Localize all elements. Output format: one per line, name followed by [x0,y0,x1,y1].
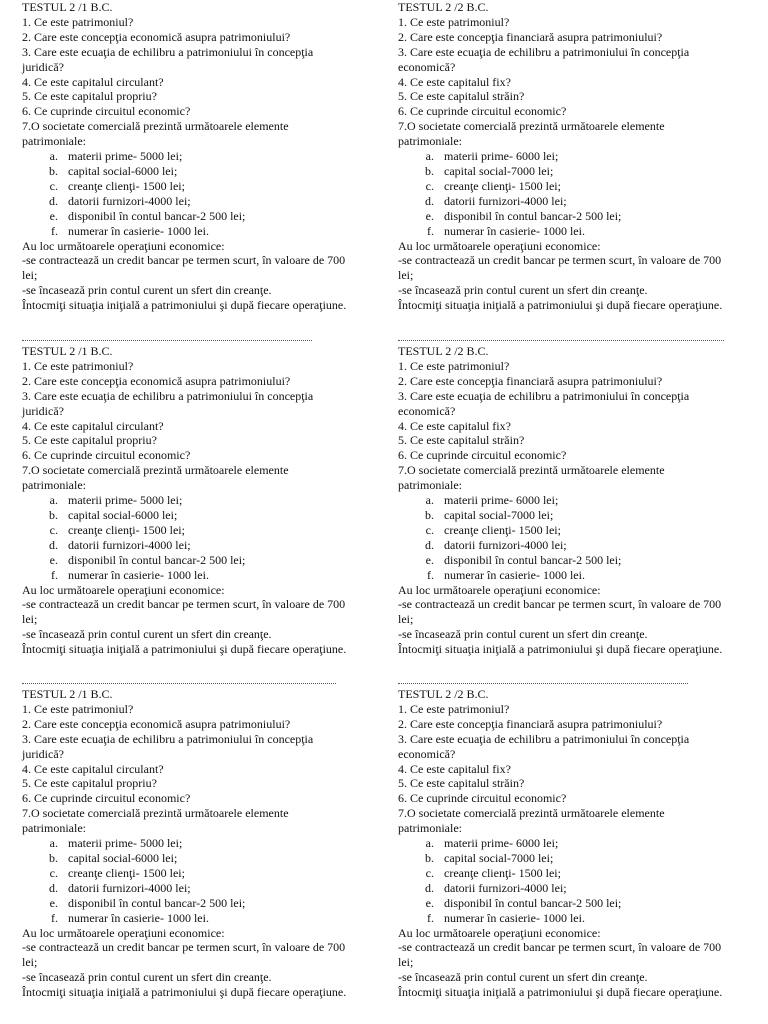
operation-2: -se încasează prin contul curent un sfert din creanţe. [398,970,648,985]
list-item [22,881,354,896]
list-item [398,523,730,538]
list-item-letter: d. [49,193,58,208]
list-item [398,553,730,568]
cut-line-left-2 [22,683,336,684]
list-item [22,911,354,926]
list-item-letter: b. [425,163,434,178]
operations-intro: Au loc următoarele operaţiuni economice: [22,582,225,597]
list-item-letter: d. [49,880,58,895]
list-item-text: materii prime- 5000 lei; [68,836,183,851]
list-item-letter: c. [425,522,434,537]
list-item [22,523,354,538]
operations-intro: Au loc următoarele operaţiuni economice: [22,238,225,253]
list-item [22,866,354,881]
patrimonial-elements-list [398,149,730,238]
question-5: 5. Ce este capitalul propriu? [22,776,157,791]
task-instruction: Întocmiţi situaţia iniţială a patrimoniului şi după fiecare operaţiune. [22,985,347,1000]
list-item-text: numerar în casierie- 1000 lei. [68,567,209,582]
list-item [22,179,354,194]
list-item-letter: f. [51,223,58,238]
question-3: 3. Care este ecuaţia de echilibru a patrimoniului în concepţia juridică? [22,731,314,761]
list-item-text: creanţe clienţi- 1500 lei; [68,522,185,537]
question-2: 2. Care este concepţia economică asupra patrimoniului? [22,29,291,44]
operation-1: -se contractează un credit bancar pe termen scurt, în valoare de 700 lei; [398,940,722,970]
list-item-text: datorii furnizori-4000 lei; [68,880,191,895]
test-block-left-1 [22,0,354,313]
question-3: 3. Care este ecuaţia de echilibru a patrimoniului în concepţia economică? [398,388,690,418]
list-item-letter: a. [49,149,58,164]
list-item-letter: b. [49,163,58,178]
question-4: 4. Ce este capitalul fix? [398,761,511,776]
question-6: 6. Ce cuprinde circuitul economic? [22,448,191,463]
list-item [398,836,730,851]
list-item-letter: e. [425,208,434,223]
cut-line-right-1 [398,340,724,341]
question-6: 6. Ce cuprinde circuitul economic? [398,104,567,119]
list-item-text: disponibil în contul bancar-2 500 lei; [444,208,622,223]
list-item-text: disponibil în contul bancar-2 500 lei; [68,208,246,223]
list-item-text: disponibil în contul bancar-2 500 lei; [68,895,246,910]
question-4: 4. Ce este capitalul circulant? [22,761,164,776]
question-1: 1. Ce este patrimoniul? [22,14,134,29]
list-item [398,538,730,553]
list-item-text: materii prime- 6000 lei; [444,493,559,508]
operations-intro: Au loc următoarele operaţiuni economice: [398,582,601,597]
question-5: 5. Ce este capitalul străin? [398,89,525,104]
operation-1: -se contractează un credit bancar pe termen scurt, în valoare de 700 lei; [22,940,346,970]
list-item [22,538,354,553]
list-item-letter: e. [425,895,434,910]
list-item-letter: b. [49,507,58,522]
test-block-right-3 [398,687,730,1000]
list-item-text: capital social-7000 lei; [444,850,554,865]
question-3: 3. Care este ecuaţia de echilibru a patrimoniului în concepţia juridică? [22,388,314,418]
task-instruction: Întocmiţi situaţia iniţială a patrimoniului şi după fiecare operaţiune. [22,298,347,313]
list-item-letter: a. [425,836,434,851]
list-item [22,164,354,179]
list-item-letter: e. [49,895,58,910]
list-item-text: numerar în casierie- 1000 lei. [68,910,209,925]
question-3: 3. Care este ecuaţia de echilibru a patrimoniului în concepţia juridică? [22,44,314,74]
list-item-text: datorii furnizori-4000 lei; [444,537,567,552]
list-item [22,836,354,851]
question-4: 4. Ce este capitalul circulant? [22,74,164,89]
patrimonial-elements-list [22,836,354,925]
test-title: TESTUL 2 /1 B.C. [22,344,113,358]
operation-2: -se încasează prin contul curent un sfert din creanţe. [398,627,648,642]
list-item-text: datorii furnizori-4000 lei; [444,193,567,208]
operation-2: -se încasează prin contul curent un sfert din creanţe. [398,283,648,298]
question-4: 4. Ce este capitalul fix? [398,418,511,433]
operation-1: -se contractează un credit bancar pe termen scurt, în valoare de 700 lei; [398,253,722,283]
list-item-letter: d. [425,880,434,895]
operation-1: -se contractează un credit bancar pe termen scurt, în valoare de 700 lei; [398,597,722,627]
patrimonial-elements-list [398,493,730,582]
list-item-text: capital social-6000 lei; [68,507,178,522]
question-3: 3. Care este ecuaţia de echilibru a patrimoniului în concepţia economică? [398,731,690,761]
question-6: 6. Ce cuprinde circuitul economic? [22,791,191,806]
operation-2: -se încasează prin contul curent un sfert din creanţe. [22,970,272,985]
question-6: 6. Ce cuprinde circuitul economic? [398,791,567,806]
patrimonial-elements-list [22,493,354,582]
list-item-letter: a. [425,493,434,508]
list-item-letter: b. [425,850,434,865]
list-item [22,553,354,568]
list-item-letter: a. [49,836,58,851]
question-2: 2. Care este concepţia financiară asupra patrimoniului? [398,29,663,44]
list-item [398,149,730,164]
list-item-text: disponibil în contul bancar-2 500 lei; [444,895,622,910]
test-title: TESTUL 2 /1 B.C. [22,687,113,701]
test-title: TESTUL 2 /1 B.C. [22,0,113,14]
question-7: 7.O societate comercială prezintă următoarele elemente patrimoniale: [22,463,289,493]
patrimonial-elements-list [22,149,354,238]
list-item-letter: b. [425,507,434,522]
question-2: 2. Care este concepţia financiară asupra patrimoniului? [398,716,663,731]
list-item [398,209,730,224]
list-item-text: disponibil în contul bancar-2 500 lei; [444,552,622,567]
list-item-text: datorii furnizori-4000 lei; [68,537,191,552]
list-item-text: numerar în casierie- 1000 lei. [444,910,585,925]
question-6: 6. Ce cuprinde circuitul economic? [398,448,567,463]
list-item [398,881,730,896]
question-5: 5. Ce este capitalul propriu? [22,89,157,104]
question-5: 5. Ce este capitalul străin? [398,776,525,791]
list-item [398,493,730,508]
list-item-text: capital social-6000 lei; [68,850,178,865]
list-item [22,209,354,224]
list-item-letter: c. [425,178,434,193]
list-item-text: materii prime- 5000 lei; [68,149,183,164]
list-item-letter: d. [425,193,434,208]
list-item-text: numerar în casierie- 1000 lei. [68,223,209,238]
list-item [398,911,730,926]
list-item-text: creanţe clienţi- 1500 lei; [68,178,185,193]
question-7: 7.O societate comercială prezintă următoarele elemente patrimoniale: [398,119,665,149]
list-item [22,851,354,866]
list-item [398,896,730,911]
list-item-text: capital social-7000 lei; [444,507,554,522]
list-item-letter: e. [49,208,58,223]
list-item-letter: c. [425,865,434,880]
list-item-text: materii prime- 5000 lei; [68,493,183,508]
list-item [22,508,354,523]
operation-2: -se încasează prin contul curent un sfert din creanţe. [22,627,272,642]
task-instruction: Întocmiţi situaţia iniţială a patrimoniului şi după fiecare operaţiune. [398,298,723,313]
test-block-left-2 [22,344,354,657]
task-instruction: Întocmiţi situaţia iniţială a patrimoniului şi după fiecare operaţiune. [398,985,723,1000]
test-block-right-1 [398,0,730,313]
question-7: 7.O societate comercială prezintă următoarele elemente patrimoniale: [398,463,665,493]
list-item [398,866,730,881]
list-item-text: creanţe clienţi- 1500 lei; [444,178,561,193]
list-item-text: creanţe clienţi- 1500 lei; [68,865,185,880]
list-item-letter: c. [49,522,58,537]
test-title: TESTUL 2 /2 B.C. [398,344,489,358]
list-item [398,194,730,209]
list-item [22,568,354,583]
cut-line-left-1 [22,340,312,341]
question-1: 1. Ce este patrimoniul? [398,14,510,29]
list-item-letter: d. [49,537,58,552]
list-item-letter: f. [427,910,434,925]
list-item-letter: c. [49,178,58,193]
list-item-text: disponibil în contul bancar-2 500 lei; [68,552,246,567]
operations-intro: Au loc următoarele operaţiuni economice: [398,238,601,253]
question-4: 4. Ce este capitalul fix? [398,74,511,89]
question-2: 2. Care este concepţia economică asupra patrimoniului? [22,373,291,388]
question-2: 2. Care este concepţia financiară asupra patrimoniului? [398,373,663,388]
list-item-text: materii prime- 6000 lei; [444,149,559,164]
list-item [22,493,354,508]
operations-intro: Au loc următoarele operaţiuni economice: [398,925,601,940]
test-title: TESTUL 2 /2 B.C. [398,0,489,14]
question-1: 1. Ce este patrimoniul? [22,701,134,716]
list-item [398,164,730,179]
list-item [398,224,730,239]
question-1: 1. Ce este patrimoniul? [22,358,134,373]
list-item [398,508,730,523]
question-3: 3. Care este ecuaţia de echilibru a patrimoniului în concepţia economică? [398,44,690,74]
question-7: 7.O societate comercială prezintă următoarele elemente patrimoniale: [398,806,665,836]
list-item [22,896,354,911]
list-item-letter: b. [49,850,58,865]
list-item-text: creanţe clienţi- 1500 lei; [444,522,561,537]
list-item-text: capital social-6000 lei; [68,163,178,178]
list-item-letter: f. [51,910,58,925]
list-item-letter: e. [49,552,58,567]
list-item-text: datorii furnizori-4000 lei; [444,880,567,895]
operation-1: -se contractează un credit bancar pe termen scurt, în valoare de 700 lei; [22,597,346,627]
list-item-text: datorii furnizori-4000 lei; [68,193,191,208]
test-block-right-2 [398,344,730,657]
operations-intro: Au loc următoarele operaţiuni economice: [22,925,225,940]
list-item-letter: c. [49,865,58,880]
patrimonial-elements-list [398,836,730,925]
list-item-letter: e. [425,552,434,567]
question-7: 7.O societate comercială prezintă următoarele elemente patrimoniale: [22,806,289,836]
list-item [398,179,730,194]
question-5: 5. Ce este capitalul străin? [398,433,525,448]
list-item [22,149,354,164]
list-item-text: materii prime- 6000 lei; [444,836,559,851]
list-item-text: numerar în casierie- 1000 lei. [444,567,585,582]
list-item-letter: f. [51,567,58,582]
question-1: 1. Ce este patrimoniul? [398,358,510,373]
task-instruction: Întocmiţi situaţia iniţială a patrimoniului şi după fiecare operaţiune. [398,642,723,657]
list-item-letter: f. [427,567,434,582]
list-item [22,194,354,209]
test-title: TESTUL 2 /2 B.C. [398,687,489,701]
list-item-letter: a. [425,149,434,164]
list-item-letter: d. [425,537,434,552]
question-6: 6. Ce cuprinde circuitul economic? [22,104,191,119]
list-item [398,568,730,583]
list-item [22,224,354,239]
list-item-text: creanţe clienţi- 1500 lei; [444,865,561,880]
list-item-letter: a. [49,493,58,508]
question-7: 7.O societate comercială prezintă următoarele elemente patrimoniale: [22,119,289,149]
question-4: 4. Ce este capitalul circulant? [22,418,164,433]
task-instruction: Întocmiţi situaţia iniţială a patrimoniului şi după fiecare operaţiune. [22,642,347,657]
question-2: 2. Care este concepţia economică asupra patrimoniului? [22,716,291,731]
list-item-letter: f. [427,223,434,238]
operation-2: -se încasează prin contul curent un sfert din creanţe. [22,283,272,298]
cut-line-right-2 [398,683,688,684]
test-block-left-3 [22,687,354,1000]
list-item-text: capital social-7000 lei; [444,163,554,178]
question-5: 5. Ce este capitalul propriu? [22,433,157,448]
operation-1: -se contractează un credit bancar pe termen scurt, în valoare de 700 lei; [22,253,346,283]
question-1: 1. Ce este patrimoniul? [398,701,510,716]
list-item [398,851,730,866]
list-item-text: numerar în casierie- 1000 lei. [444,223,585,238]
